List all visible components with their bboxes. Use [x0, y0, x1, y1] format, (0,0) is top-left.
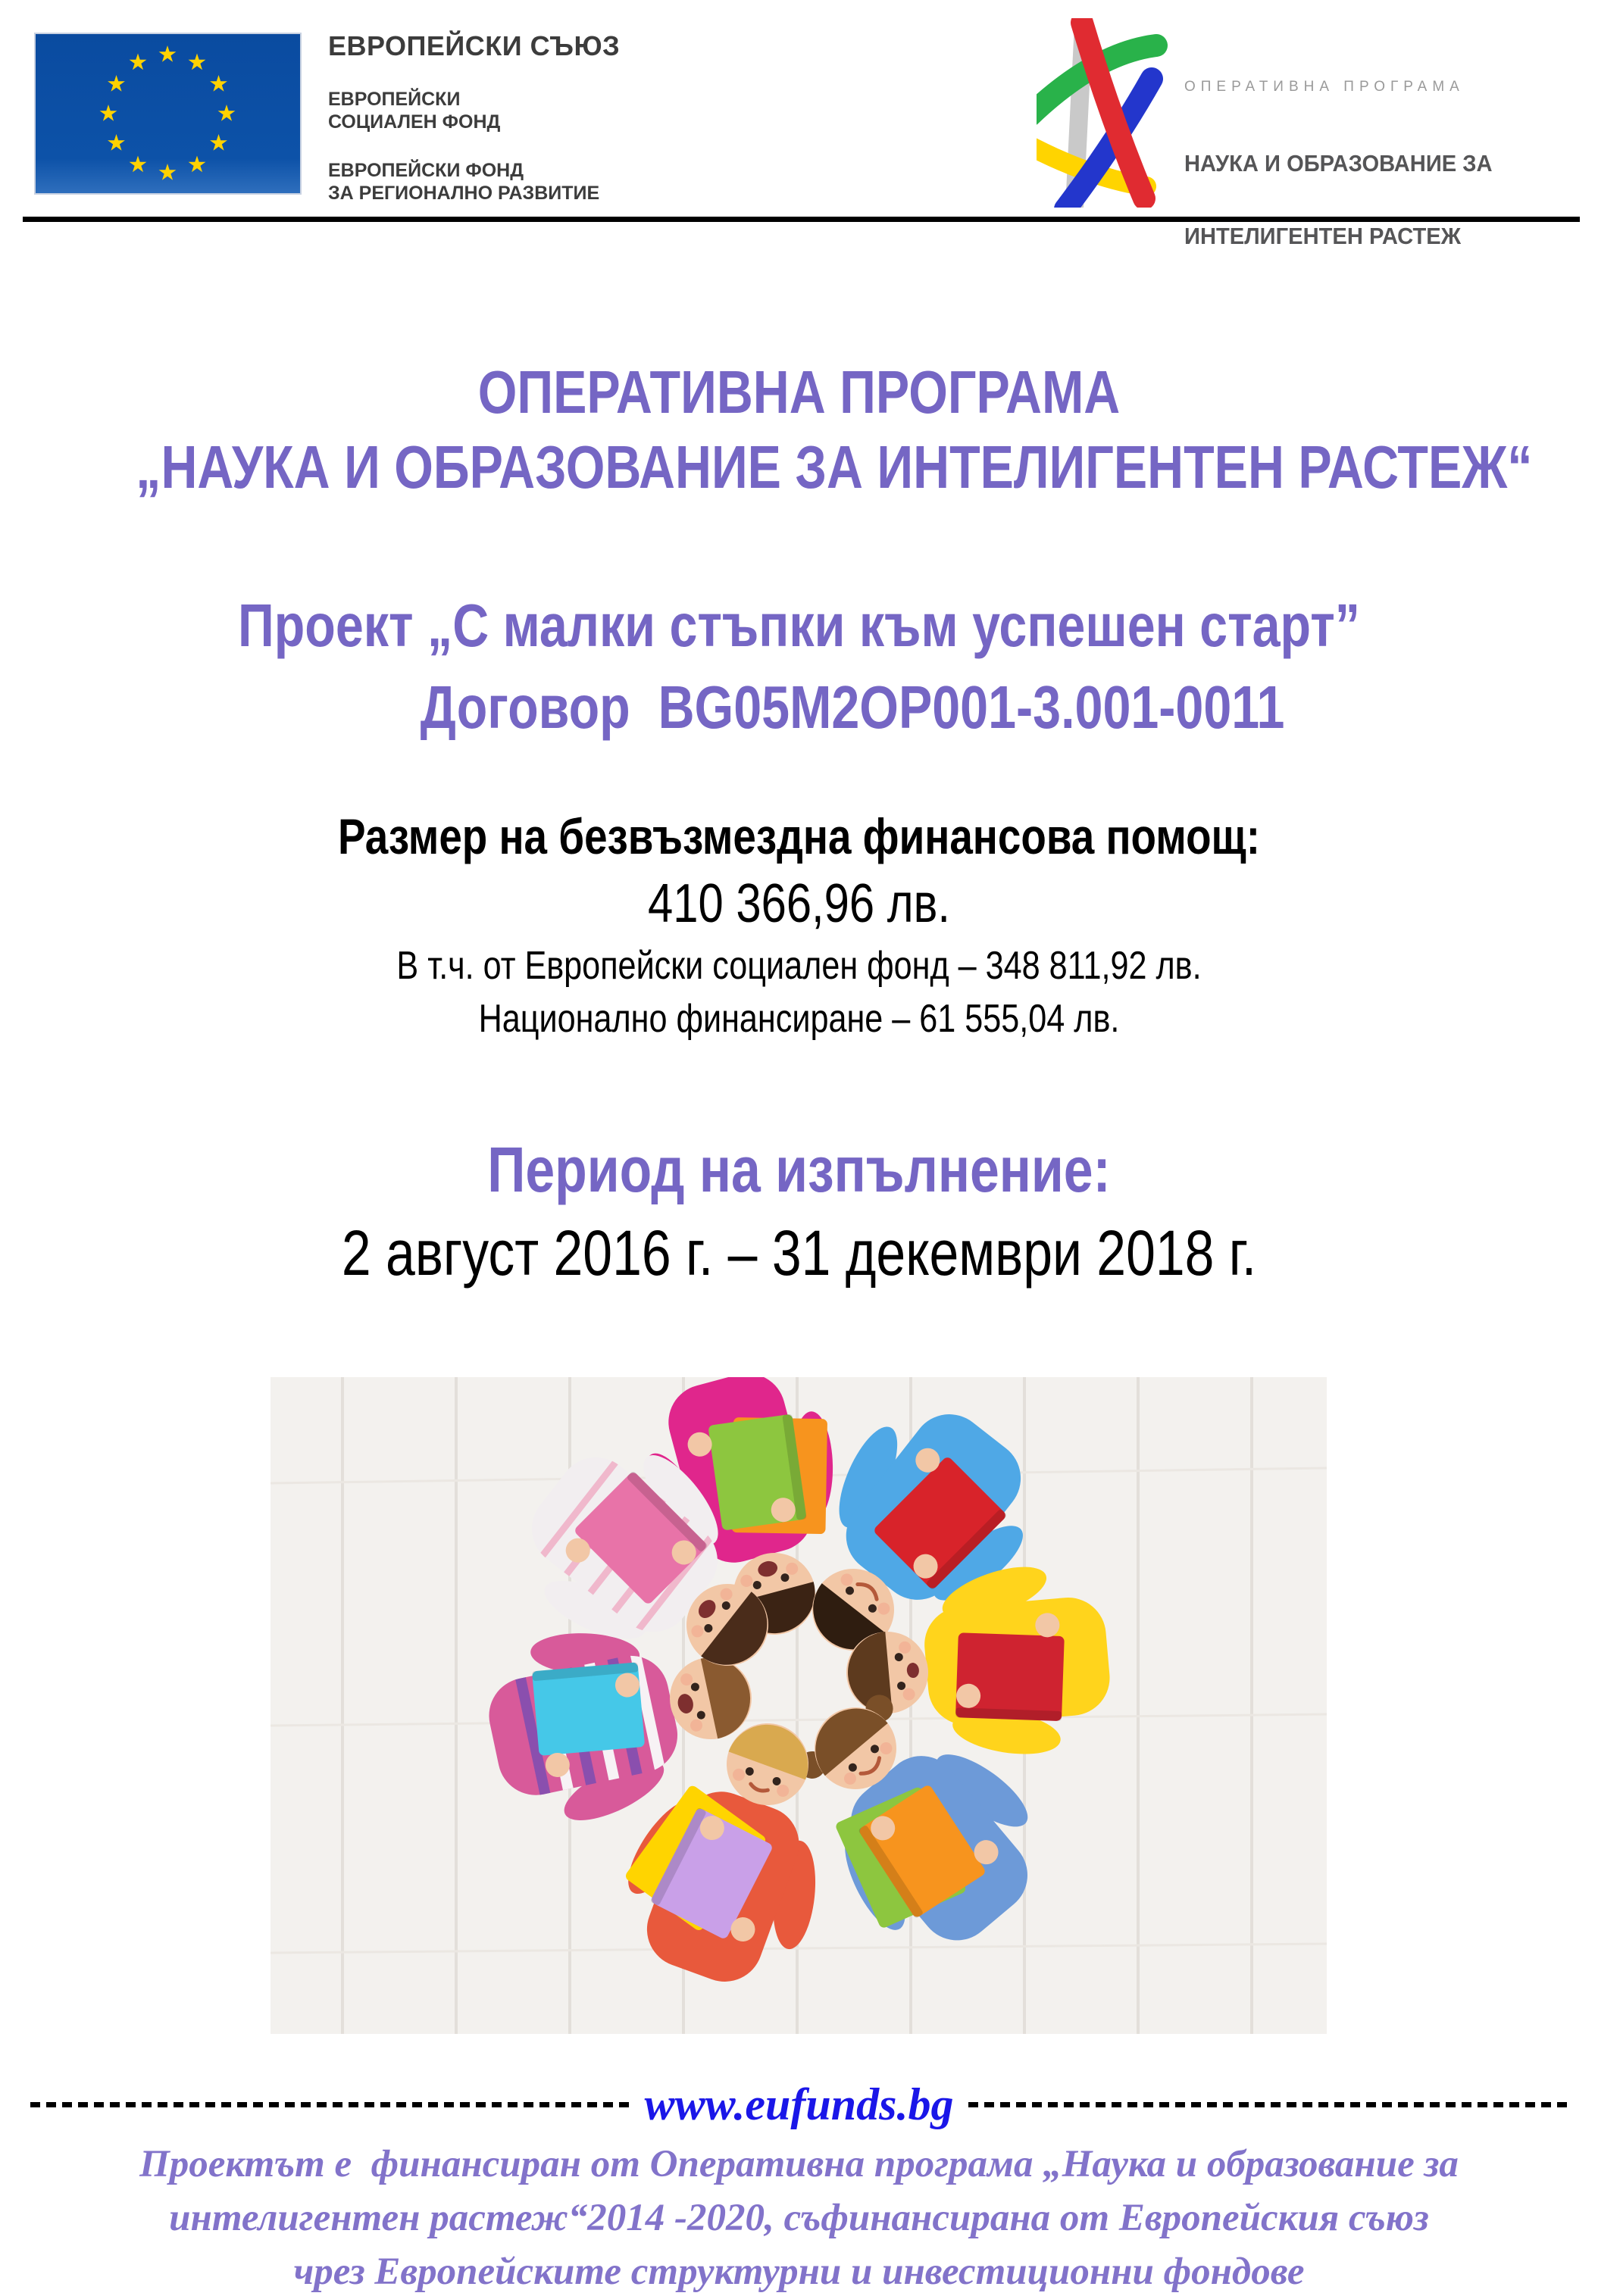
header-separator-line [23, 217, 1580, 222]
funding-note-line2: интелигентен растеж“2014 -2020, съфинансирана от Европейския съюз [169, 2197, 1429, 2239]
funding-note [15, 2138, 1583, 2296]
eu-flag-icon [34, 33, 302, 195]
grant-heading: Размер на безвъзмездна финансова помощ: [337, 808, 1261, 864]
grant-national-amount: Национално финансиране – 61 555,04 лв. [478, 997, 1120, 1041]
period-section [0, 1129, 1598, 1295]
funding-note-line3: чрез Европейските структурни и инвестиционни фондове [293, 2251, 1305, 2293]
project-block [0, 585, 1598, 748]
divider-dashes-left [30, 2102, 630, 2107]
grant-amount: 410 366,96 лв. [648, 873, 950, 934]
funding-note-line1: Проектът е финансиран от Оперативна програма „Наука и образование за [139, 2143, 1459, 2185]
page-title-line1: ОПЕРАТИВНА ПРОГРАМА [477, 358, 1121, 426]
eu-social-fund-label: ЕВРОПЕЙСКИ СОЦИАЛЕН ФОНД [328, 89, 501, 133]
page-title [0, 355, 1598, 504]
op-programme-text-block [1184, 79, 1512, 297]
eu-funds-text-block [328, 30, 620, 205]
eufunds-website-link[interactable]: www.eufunds.bg [644, 2079, 954, 2129]
op-programme-ribbons-icon [1037, 18, 1196, 208]
op-programme-kicker: ОПЕРАТИВНА ПРОГРАМА [1184, 79, 1465, 95]
divider-dashes-right [968, 2102, 1568, 2107]
period-value: 2 август 2016 г. – 31 декември 2018 г. [341, 1217, 1257, 1289]
children-with-books-photo [271, 1377, 1327, 2034]
eu-union-label: ЕВРОПЕЙСКИ СЪЮЗ [328, 30, 621, 61]
grant-esf-amount: В т.ч. от Европейски социален фонд – 348 811,92 лв. [396, 944, 1202, 988]
period-heading: Период на изпълнение: [487, 1134, 1111, 1205]
project-name: Проект „С малки стъпки към успешен старт” [238, 592, 1360, 659]
contract-number: Договор BG05M2OP001-3.001-0011 [420, 673, 1285, 741]
op-programme-name: НАУКА И ОБРАЗОВАНИЕ ЗА ИНТЕЛИГЕНТЕН РАСТЕЖ [1184, 150, 1493, 249]
eu-regional-fund-label: ЕВРОПЕЙСКИ ФОНД ЗА РЕГИОНАЛНО РАЗВИТИЕ [328, 160, 600, 204]
eufunds-divider-row [30, 2073, 1568, 2136]
page-title-line2: „НАУКА И ОБРАЗОВАНИЕ ЗА ИНТЕЛИГЕНТЕН РАСТЕЖ“ [136, 433, 1533, 501]
grant-section [0, 804, 1598, 1045]
